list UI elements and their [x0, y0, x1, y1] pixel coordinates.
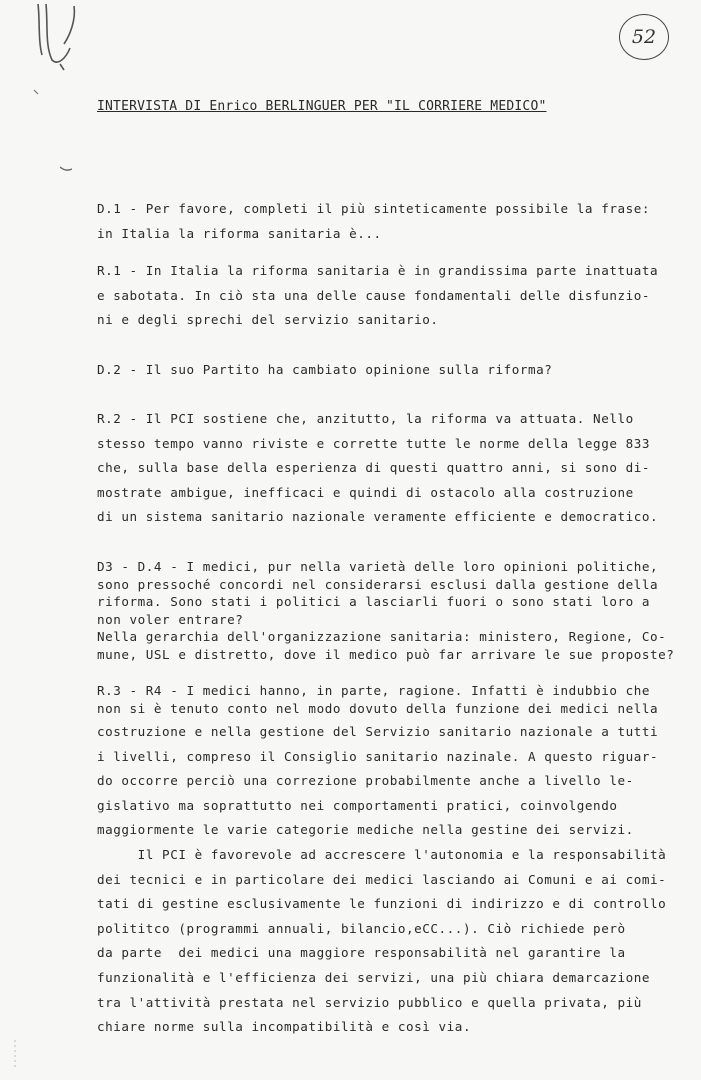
question-2	[97, 358, 673, 383]
text-line: i livelli, compreso il Consiglio sanitario nazinale. A questo riguar-	[97, 748, 659, 764]
answer-3-4-body	[97, 720, 673, 1040]
text-line: R.3 - R4 - I medici hanno, in parte, ragione. Infatti è indubbio che	[97, 683, 650, 698]
scan-edge-mark	[10, 1040, 20, 1070]
text-line: D3 - D.4 - I medici, pur nella varietà delle loro opinioni politiche,	[97, 559, 659, 574]
text-line: non si è tenuto conto nel modo dovuto della funzione dei medici nella	[97, 700, 659, 716]
text-line: gislativo ma soprattutto nei comportamenti pratici, coinvolgendo	[97, 797, 618, 813]
question-3-4	[97, 558, 673, 663]
text-line: funzionalità e l'efficienza dei servizi, una più chiara demarcazione	[97, 969, 650, 985]
text-line: e sabotata. In ciò sta una delle cause fondamentali delle disfunzio-	[97, 287, 650, 303]
text-line: maggiormente le varie categorie mediche nella gestine dei servizi.	[97, 822, 634, 838]
text-line: chiare norme sulla incompatibilità e così via.	[97, 1019, 472, 1035]
text-line: mostrate ambigue, inefficaci e quindi di ostacolo alla costruzione	[97, 484, 634, 500]
text-line: di un sistema sanitario nazionale veramente efficiente e democratico.	[97, 509, 659, 525]
text-line: che, sulla base della esperienza di questi quattro anni, si sono di-	[97, 460, 650, 476]
text-line: tati di gestine esclusivamente le funzioni di indirizzo e di controllo	[97, 896, 667, 912]
answer-1	[97, 259, 673, 333]
document-title: INTERVISTA DI Enrico BERLINGUER PER "IL CORRIERE MEDICO"	[97, 99, 547, 114]
pen-mark	[60, 166, 72, 172]
text-line: tra l'attività prestata nel servizio pubblico e quella privata, più	[97, 994, 642, 1010]
text-line: non voler entrare?	[97, 611, 244, 627]
text-line: R.1 - In Italia la riforma sanitaria è in grandissima parte inattuata	[97, 263, 659, 278]
text-line: dei tecnici e in particolare dei medici lasciando ai Comuni e ai comi-	[97, 871, 667, 887]
text-line: D.1 - Per favore, completi il più sinteticamente possibile la frase:	[97, 201, 650, 216]
text-line: da parte dei medici una maggiore responsabilità nel garantire la	[97, 945, 626, 961]
text-line: mune, USL e distretto, dove il medico può far arrivare le sue proposte?	[97, 646, 675, 662]
text-line: do occorre perciò una correzione probabilmente anche a livello le-	[97, 773, 634, 789]
answer-2	[97, 407, 673, 530]
text-line: ni e degli sprechi del servizio sanitario.	[97, 312, 439, 328]
text-line: R.2 - Il PCI sostiene che, anzitutto, la riforma va attuata. Nello	[97, 411, 634, 426]
question-1	[97, 197, 673, 246]
handwritten-scribble	[30, 0, 110, 100]
text-line: sono pressoché concordi nel considerarsi esclusi dalla gestione della	[97, 576, 659, 592]
text-line: in Italia la riforma sanitaria è...	[97, 225, 382, 241]
text-line: D.2 - Il suo Partito ha cambiato opinione sulla riforma?	[97, 362, 553, 377]
text-line: stesso tempo vanno riviste e corrette tutte le norme della legge 833	[97, 435, 650, 451]
text-line: riforma. Sono stati i politici a lasciarli fuori o sono stati loro a	[97, 594, 650, 609]
text-line: polititco (programmi annuali, bilancio,eCC...). Ciò richiede però	[97, 920, 626, 936]
text-line: costruzione e nella gestione del Servizio sanitario nazionale a tutti	[97, 724, 659, 739]
page-number: 52	[631, 26, 657, 48]
text-line: Nella gerarchia dell'organizzazione sanitaria: ministero, Regione, Co-	[97, 629, 667, 644]
answer-3-4-intro	[97, 682, 673, 717]
page-number-circle	[619, 14, 669, 60]
text-line: Il PCI è favorevole ad accrescere l'autonomia e la responsabilità	[97, 846, 667, 862]
